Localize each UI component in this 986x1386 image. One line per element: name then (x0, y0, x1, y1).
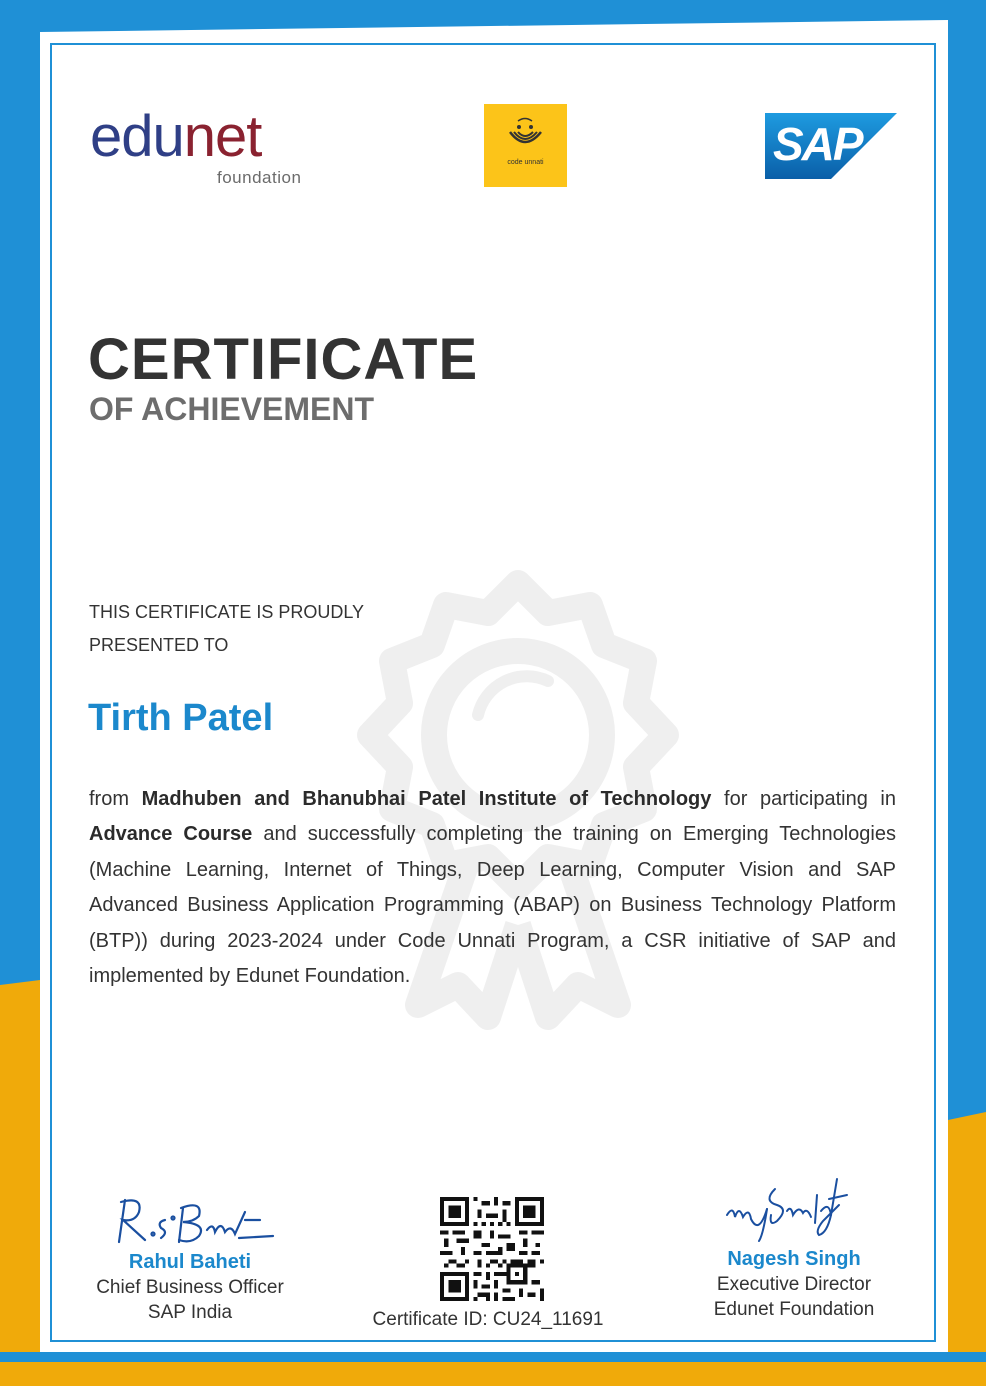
edunet-logo (90, 104, 330, 188)
sap-logo (765, 113, 897, 179)
certificate-id: Certificate ID: CU24_11691 (372, 1309, 604, 1330)
recipient-name: Tirth Patel (88, 697, 274, 739)
signatory-right (686, 1175, 902, 1322)
certificate-body (89, 782, 896, 994)
institute-name: Madhuben and Bhanubhai Patel Institute of Technology (141, 788, 712, 810)
code-unnati-label: code unnati (507, 159, 544, 166)
certificate-subtitle: OF ACHIEVEMENT (89, 391, 375, 427)
signatory-left (80, 1190, 300, 1325)
signature-rahul-baheti (95, 1190, 285, 1250)
signature-nagesh-singh (719, 1175, 869, 1247)
qr-code-icon (440, 1197, 544, 1301)
code-unnati-logo (484, 104, 567, 187)
edunet-subtitle: foundation (217, 168, 302, 187)
presented-line-1: THIS CERTIFICATE IS PROUDLY (89, 602, 365, 622)
presented-line-2: PRESENTED TO (89, 635, 229, 655)
signatory-left-name: Rahul Baheti (128, 1251, 252, 1273)
body-rest: and successfully completing the training on Emerging Technologies (Machine Learning, Internet of Things, Deep Learning, Computer Vision and SAP Advanced Business Application Programming (ABAP) on Business Technology Platform (BTP)) during 2023-2024 under Code Unnati Program, a CSR initiative of SAP and implemented by Edunet Foundation. (89, 823, 896, 988)
code-unnati-icon (484, 104, 567, 159)
signatory-right-role: Executive Director (716, 1274, 872, 1295)
presented-to-text (89, 596, 429, 662)
certificate-title: CERTIFICATE (88, 327, 479, 392)
edunet-wordmark: edunet (90, 104, 262, 169)
signatory-left-org: SAP India (147, 1302, 233, 1323)
signatory-right-name: Nagesh Singh (727, 1248, 861, 1270)
signatory-left-role: Chief Business Officer (96, 1277, 284, 1298)
course-name: Advance Course (89, 823, 253, 846)
body-prefix: from (89, 788, 142, 810)
body-mid: for participating in (711, 788, 897, 810)
signatory-right-org: Edunet Foundation (713, 1299, 875, 1320)
sap-logo-text: SAP (773, 118, 862, 170)
